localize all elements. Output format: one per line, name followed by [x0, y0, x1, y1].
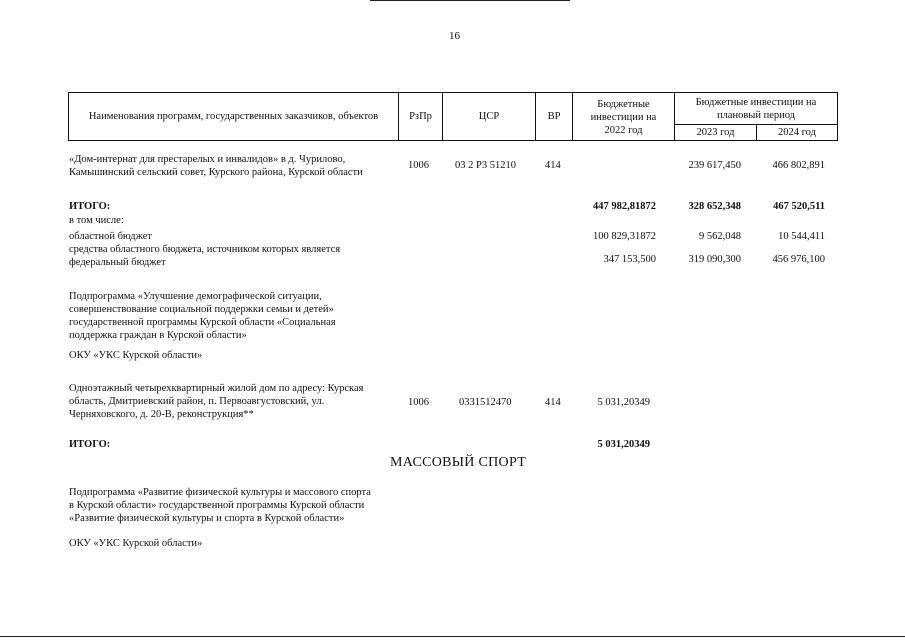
regional-budget-label: областной бюджет	[69, 231, 152, 242]
table-header	[68, 92, 838, 141]
header-budget-2022: Бюджетные инвестиции на 2022 год	[590, 98, 657, 136]
total1-label: ИТОГО:	[69, 201, 111, 212]
total1-2023: 328 652,348	[688, 201, 741, 212]
total2-label: ИТОГО:	[69, 439, 111, 450]
header-name-column: Наименования программ, государственных заказчиков, объектов	[88, 111, 379, 122]
row-churilovo-2023: 239 617,450	[688, 160, 741, 171]
row-churilovo-rzpr: 1006	[408, 160, 429, 171]
top-edge-line	[370, 0, 570, 1]
row-churilovo-2024: 466 802,891	[772, 160, 825, 171]
total1-2024: 467 520,511	[773, 201, 825, 212]
federal-budget-2022: 347 153,500	[603, 254, 656, 265]
row-house-rzpr: 1006	[408, 397, 429, 408]
subprogram2-customer: ОКУ «УКС Курской области»	[69, 538, 203, 549]
row-churilovo-vr: 414	[545, 160, 561, 171]
header-year-2023: 2023 год	[696, 127, 735, 138]
subprogram1-customer: ОКУ «УКС Курской области»	[69, 350, 203, 361]
subprogram2-text: Подпрограмма «Развитие физической культуры и массового спорта в Курской области» государственной программы Курской области «Развитие физической культуры и спорта в Курской области»	[69, 487, 371, 524]
header-year-2024: 2024 год	[778, 127, 816, 138]
row-house-2022: 5 031,20349	[597, 397, 650, 408]
total1-2022: 447 982,81872	[593, 201, 656, 212]
row-churilovo-name: «Дом-интернат для престарелых и инвалидов» в д. Чурилово, Камышинский сельский совет, Курского района, Курской области	[69, 154, 363, 178]
federal-budget-2024: 456 976,100	[772, 254, 825, 265]
header-planned-period: Бюджетные инвестиции на плановый период	[695, 97, 817, 121]
header-rzpr: РзПр	[409, 111, 432, 122]
row-house-name: Одноэтажный четырехквартирный жилой дом по адресу: Курская область, Дмитриевский район, п. Первоавгустовский, ул. Черняховского, д. 20-В, реконструкция**	[69, 383, 364, 420]
bottom-edge-line	[0, 636, 905, 637]
total1-including: в том числе:	[69, 215, 124, 226]
header-vr: ВР	[547, 111, 561, 122]
section-title: МАССОВЫЙ СПОРТ	[390, 455, 527, 470]
page-number: 16	[449, 30, 460, 42]
header-csr: ЦСР	[478, 111, 500, 122]
federal-budget-2023: 319 090,300	[688, 254, 741, 265]
regional-budget-2024: 10 544,411	[778, 231, 825, 242]
regional-budget-2023: 9 562,048	[699, 231, 741, 242]
subprogram1-text: Подпрограмма «Улучшение демографической ситуации, совершенствование социальной поддержки семьи и детей» государственной программы Курской области «Социальная поддержка граждан в Курской области»	[69, 291, 336, 341]
regional-budget-2022: 100 829,31872	[593, 231, 656, 242]
row-churilovo-csr: 03 2 Р3 51210	[455, 160, 516, 171]
federal-budget-label: средства областного бюджета, источником которых является федеральный бюджет	[69, 244, 341, 268]
row-house-csr: 0331512470	[459, 397, 512, 408]
total2-2022: 5 031,20349	[597, 439, 650, 450]
row-house-vr: 414	[545, 397, 561, 408]
